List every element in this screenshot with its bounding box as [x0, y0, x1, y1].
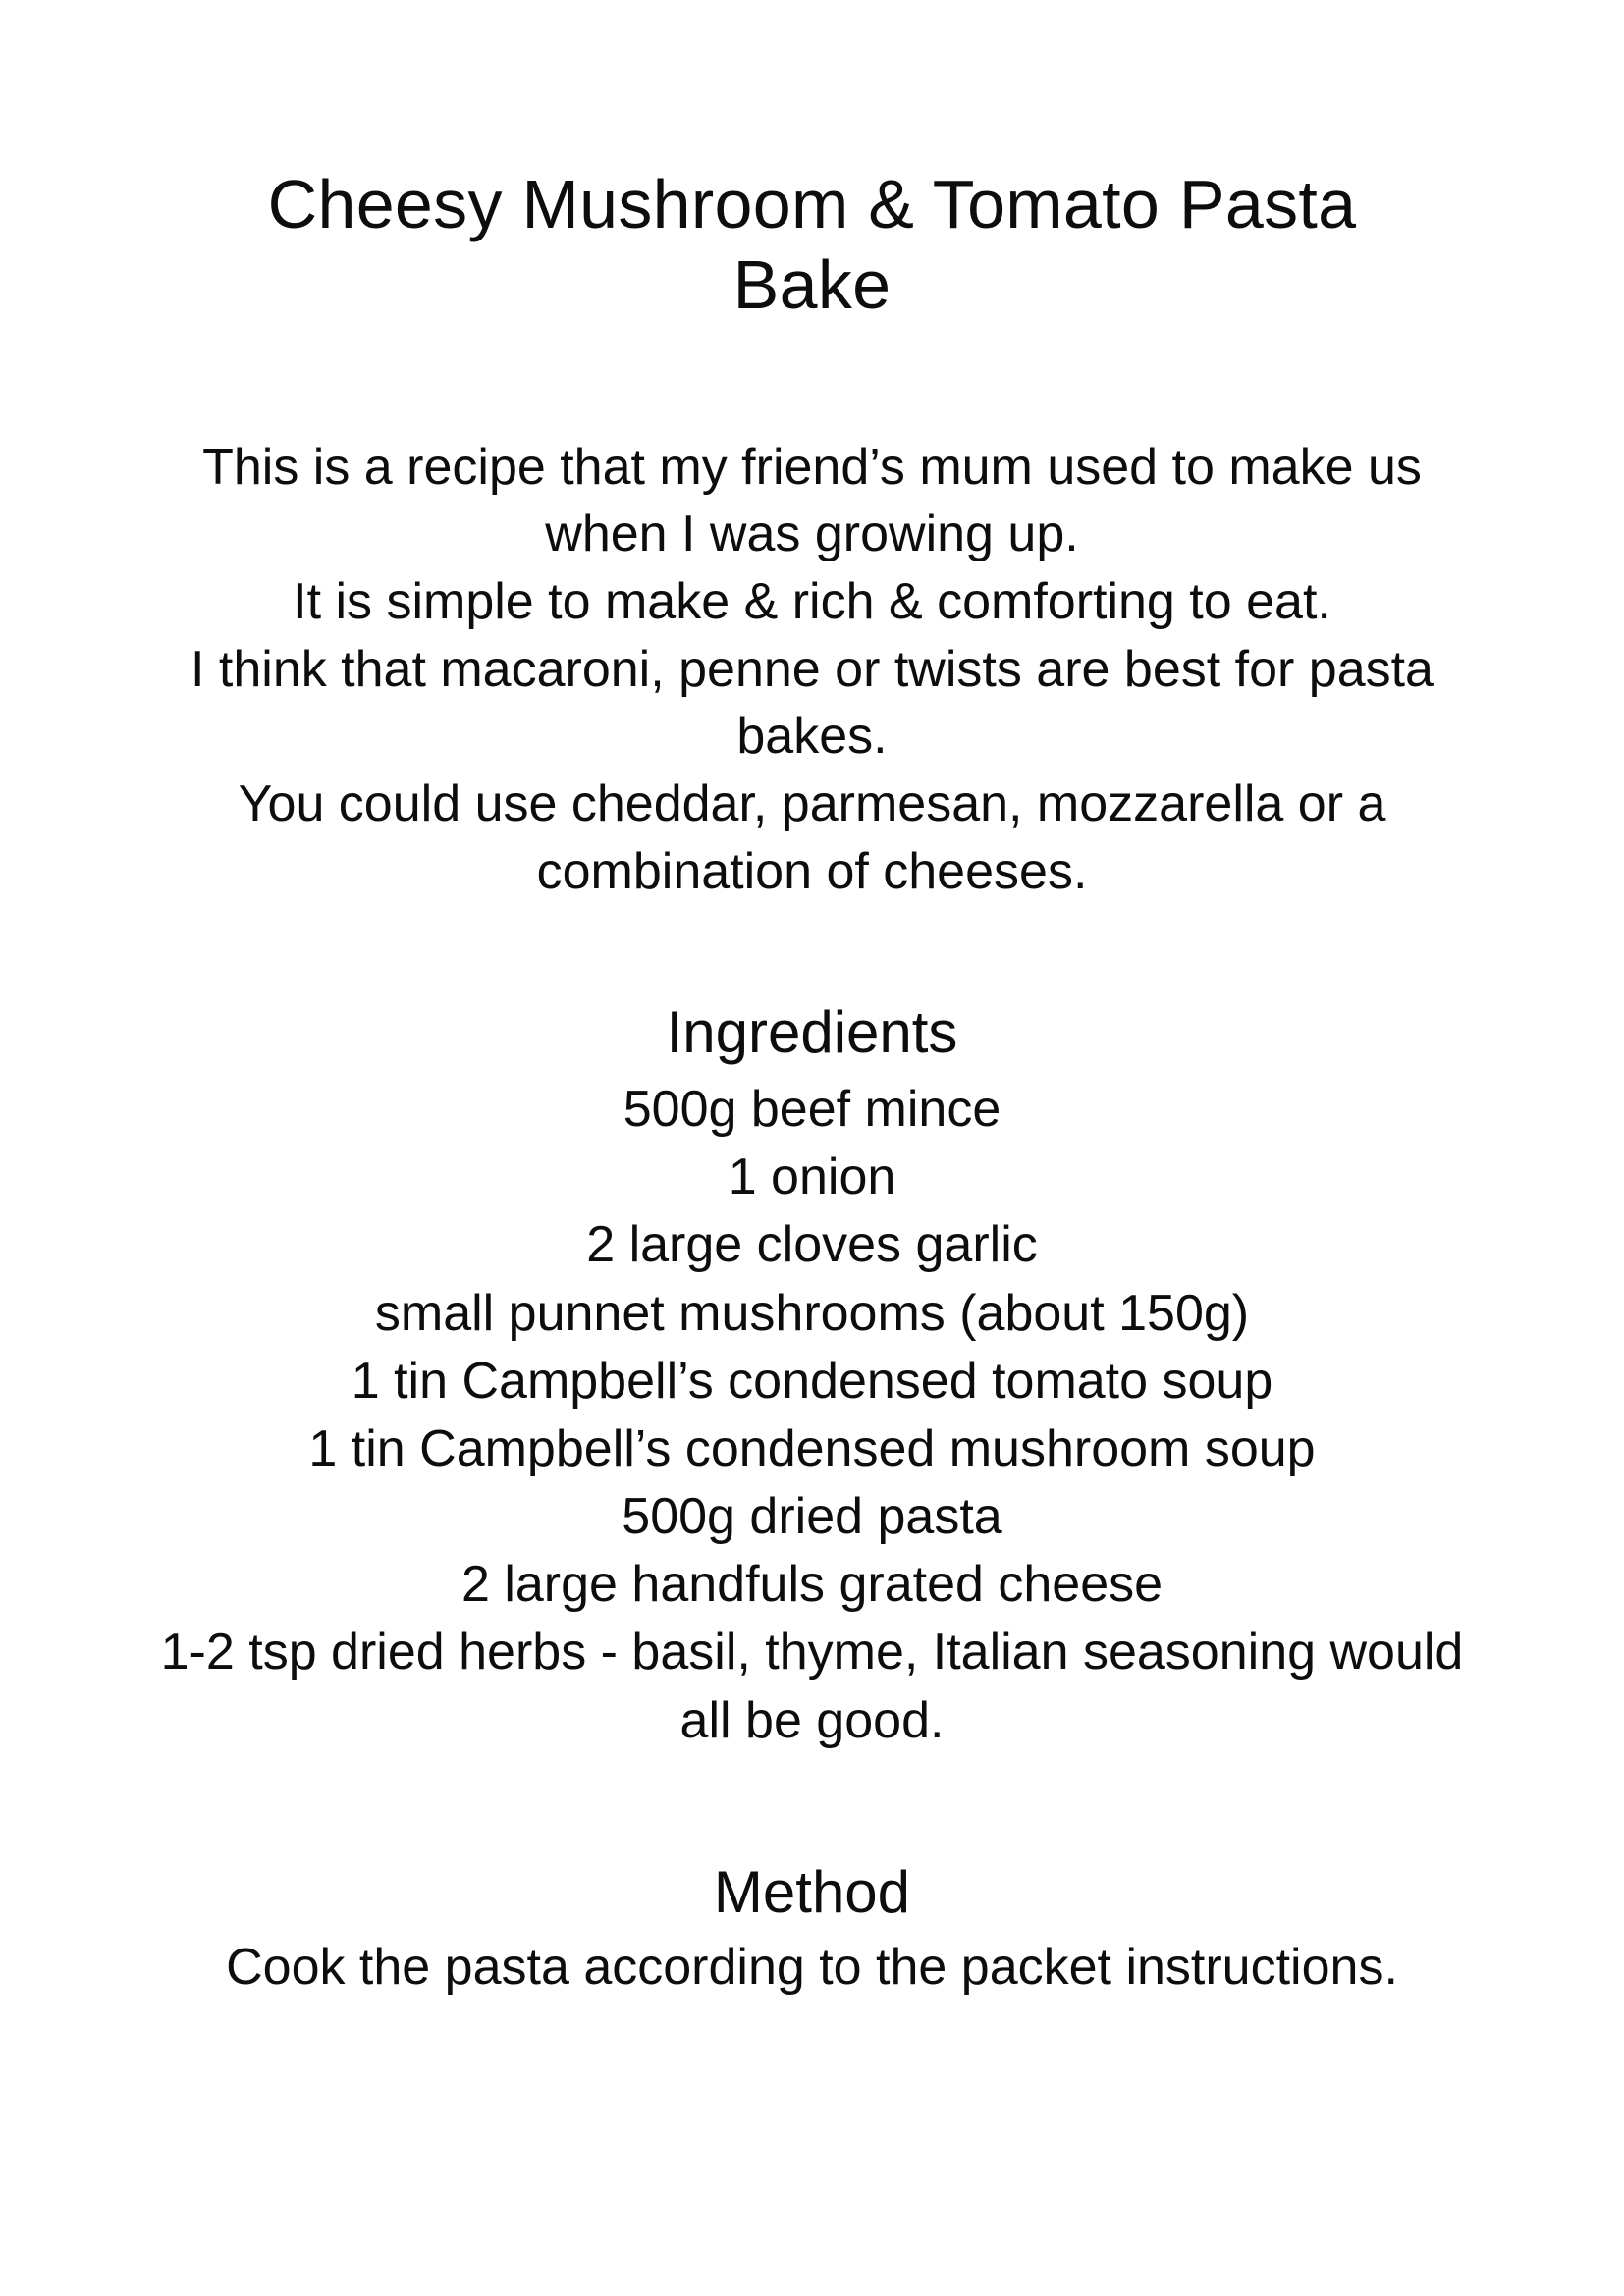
intro-text — [147, 434, 1477, 905]
list-item: 500g dried pasta — [622, 1488, 1002, 1546]
intro-line: I think that macaroni, penne or twists are best for pasta bakes. — [190, 640, 1434, 766]
list-item: 1-2 tsp dried herbs - basil, thyme, Italian seasoning would all be good. — [160, 1624, 1464, 1749]
ingredients-section — [147, 998, 1477, 1755]
method-list — [147, 1934, 1477, 2002]
page-title: Cheesy Mushroom & Tomato Pasta Bake — [267, 166, 1357, 323]
intro-line: You could use cheddar, parmesan, mozzarella or a combination of cheeses. — [238, 774, 1386, 900]
method-section — [147, 1858, 1477, 2002]
method-heading: Method — [713, 1858, 911, 1925]
list-item: 2 large cloves garlic — [586, 1216, 1038, 1274]
ingredients-heading: Ingredients — [666, 999, 958, 1066]
list-item: 1 onion — [728, 1148, 896, 1206]
list-item: small punnet mushrooms (about 150g) — [374, 1284, 1250, 1342]
intro-line: This is a recipe that my friend’s mum used to make us when I was growing up. — [202, 438, 1422, 563]
list-item: 1 tin Campbell’s condensed tomato soup — [351, 1352, 1273, 1410]
intro-line: It is simple to make & rich & comforting to eat. — [293, 573, 1331, 631]
ingredients-list — [147, 1076, 1477, 1755]
list-item: 2 large handfuls grated cheese — [460, 1556, 1164, 1614]
list-item: 500g beef mince — [623, 1081, 1001, 1139]
list-item: 1 tin Campbell’s condensed mushroom soup — [308, 1419, 1316, 1477]
list-item: Cook the pasta according to the packet instructions. — [226, 1938, 1398, 1996]
